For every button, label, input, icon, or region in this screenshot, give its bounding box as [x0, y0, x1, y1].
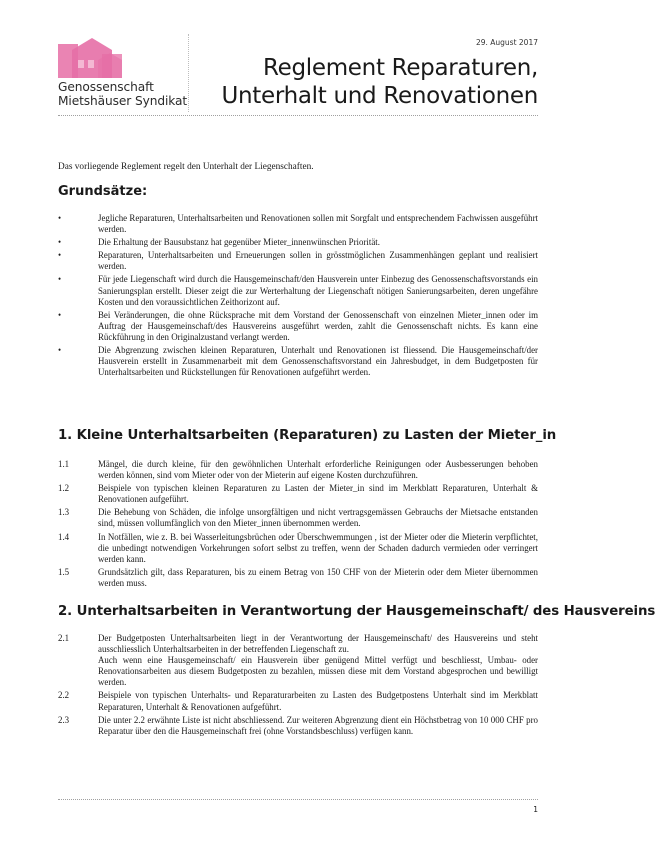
item-number: 1.5: [58, 566, 70, 577]
org-name-line1: Genossenschaft: [58, 80, 154, 94]
header-rule: [58, 115, 538, 116]
numbered-item: 1.2 Beispiele von typischen kleinen Reparaturen zu Lasten der Mieter_in sind im Merkblatt Reparaturen, Unterhalt & Renovationen aufgeführt.: [58, 483, 538, 505]
list-item: • Die Erhaltung der Bausubstanz hat gegenüber Mieter_innenwünschen Priorität.: [58, 237, 380, 248]
section-heading-grundsaetze: Grundsätze:: [58, 184, 148, 199]
list-item: • Für jede Liegenschaft wird durch die Hausgemeinschaft/den Hausverein unter Einbezug des Genossenschaftsvorstands ein Sanierungsplan erstellt. Dieser zeigt die zur Werterhaltung der Liegenschaft nötigen Sanierungsarbeiten, deren ungefähre Kosten und den voraussichtlichen Zeithorizont auf.: [58, 274, 538, 307]
title-line-1: Reglement Reparaturen,: [262, 55, 538, 81]
section-heading-2: 2. Unterhaltsarbeiten in Verantwortung der Hausgemeinschaft/ des Hausvereins: [58, 604, 655, 619]
document-date: 29. August 2017: [475, 38, 538, 47]
page-number: 1: [533, 805, 538, 814]
list-item: • Reparaturen, Unterhaltsarbeiten und Erneuerungen sollen in grösstmöglichen Zusammenhängen geplant und realisiert werden.: [58, 250, 538, 272]
numbered-item: 2.1 Der Budgetposten Unterhaltsarbeiten liegt in der Verantwortung der Hausgemeinschaft/ des Hausvereins und steht ausschliesslich Unterhaltsarbeiten in der betreffenden Liegenschaft zu. Auch wenn eine Hausgemeinschaft/ ein Hausverein über genügend Mittel verfügt und beschliesst, Umbau- oder Renovationsarbeiten aus diesem Budgetposten zu bezahlen, müssen diese mit dem Vorstand abgesprochen und bewilligt werden.: [58, 633, 538, 688]
item-number: 1.4: [58, 531, 70, 542]
footer-rule: [58, 799, 538, 800]
item-number: 2.1: [58, 633, 70, 643]
syndikat-logo: [58, 36, 136, 78]
numbered-item: 2.3 Die unter 2.2 erwähnte Liste ist nicht abschliessend. Zur weiteren Abgrenzung dient ein Höchstbetrag von 10 000 CHF pro Reparatur über den die Hausgemeinschaft frei (ohne Vorstandsbeschluss) verfügen kann.: [58, 714, 538, 736]
grundsaetze-list: [58, 213, 538, 380]
numbered-item: 2.2 Beispiele von typischen Unterhalts- und Reparaturarbeiten zu Lasten des Budgetpostens Unterhalt sind im Merkblatt Reparaturen, Unterhalt & Renovationen aufgeführt.: [58, 690, 538, 712]
item-number: 1.1: [58, 459, 70, 469]
numbered-item: 1.5 Grundsätzlich gilt, dass Reparaturen, bis zu einem Betrag von 150 CHF von der Mieterin oder dem Mieter übernommen werden muss.: [58, 566, 538, 588]
section-1-list: [58, 459, 538, 591]
section-heading-1: 1. Kleine Unterhaltsarbeiten (Reparaturen) zu Lasten der Mieter_in: [58, 428, 557, 443]
item-number: 1.3: [58, 507, 70, 518]
list-item: • Die Abgrenzung zwischen kleinen Reparaturen, Unterhalt und Renovationen ist fliessend. Die Hausgemeinschaft/der Hausverein erstellt in Zusammenarbeit mit dem Genossenschaftsvorstand ein Jahresbudget, in dem Budgetposten für Unterhaltsarbeiten und Rückstellungen für Renovationen aufgeführt werden.: [58, 345, 538, 378]
item-number: 2.3: [58, 714, 70, 725]
list-item: • Bei Veränderungen, die ohne Rücksprache mit dem Vorstand der Genossenschaft von einzelnen Mieter_innen oder im Auftrag der Hausgemeinschaft/des Hausvereins ausgeführt werden, zahlt die Genossenschaft nichts. Es kann eine Rückführung in den Originalzustand verlangt werden.: [58, 309, 538, 342]
item-number: 2.2: [58, 690, 70, 701]
numbered-item: 1.4 In Notfällen, wie z. B. bei Wasserleitungsbrüchen oder Überschwemmungen , ist der Mieter oder die Mieterin verpflichtet, die unbedingt notwendigen Vorkehrungen sofort selbst zu treffen, wenn der Schaden dadurch vermieden oder verringert werden kann.: [58, 531, 538, 564]
list-item: • Jegliche Reparaturen, Unterhaltsarbeiten und Renovationen sollen mit Sorgfalt und entsprechendem Fachwissen ausgeführt werden.: [58, 213, 538, 235]
numbered-item: 1.3 Die Behebung von Schäden, die infolge unsorgfältigen und nicht vertragsgemässen Gebrauchs der Mietsache entstanden sind, müssen vollumfänglich von den Mieter_innen übernommen werden.: [58, 507, 538, 529]
numbered-item: 1.1 Mängel, die durch kleine, für den gewöhnlichen Unterhalt erforderliche Reinigungen oder Ausbesserungen behoben werden können, sind vom Mieter oder von der Mieterin auf eigene Kosten durchzuführen.: [58, 459, 538, 481]
organization-name: [58, 80, 187, 108]
org-name-line2: Mietshäuser Syndikat: [58, 94, 188, 108]
header-divider: [188, 34, 189, 112]
intro-text: Das vorliegende Reglement regelt den Unterhalt der Liegenschaften.: [58, 162, 314, 172]
document-title: [221, 54, 538, 110]
title-line-2: Unterhalt und Renovationen: [221, 83, 538, 109]
item-number: 1.2: [58, 483, 70, 494]
section-2-list: [58, 633, 538, 739]
